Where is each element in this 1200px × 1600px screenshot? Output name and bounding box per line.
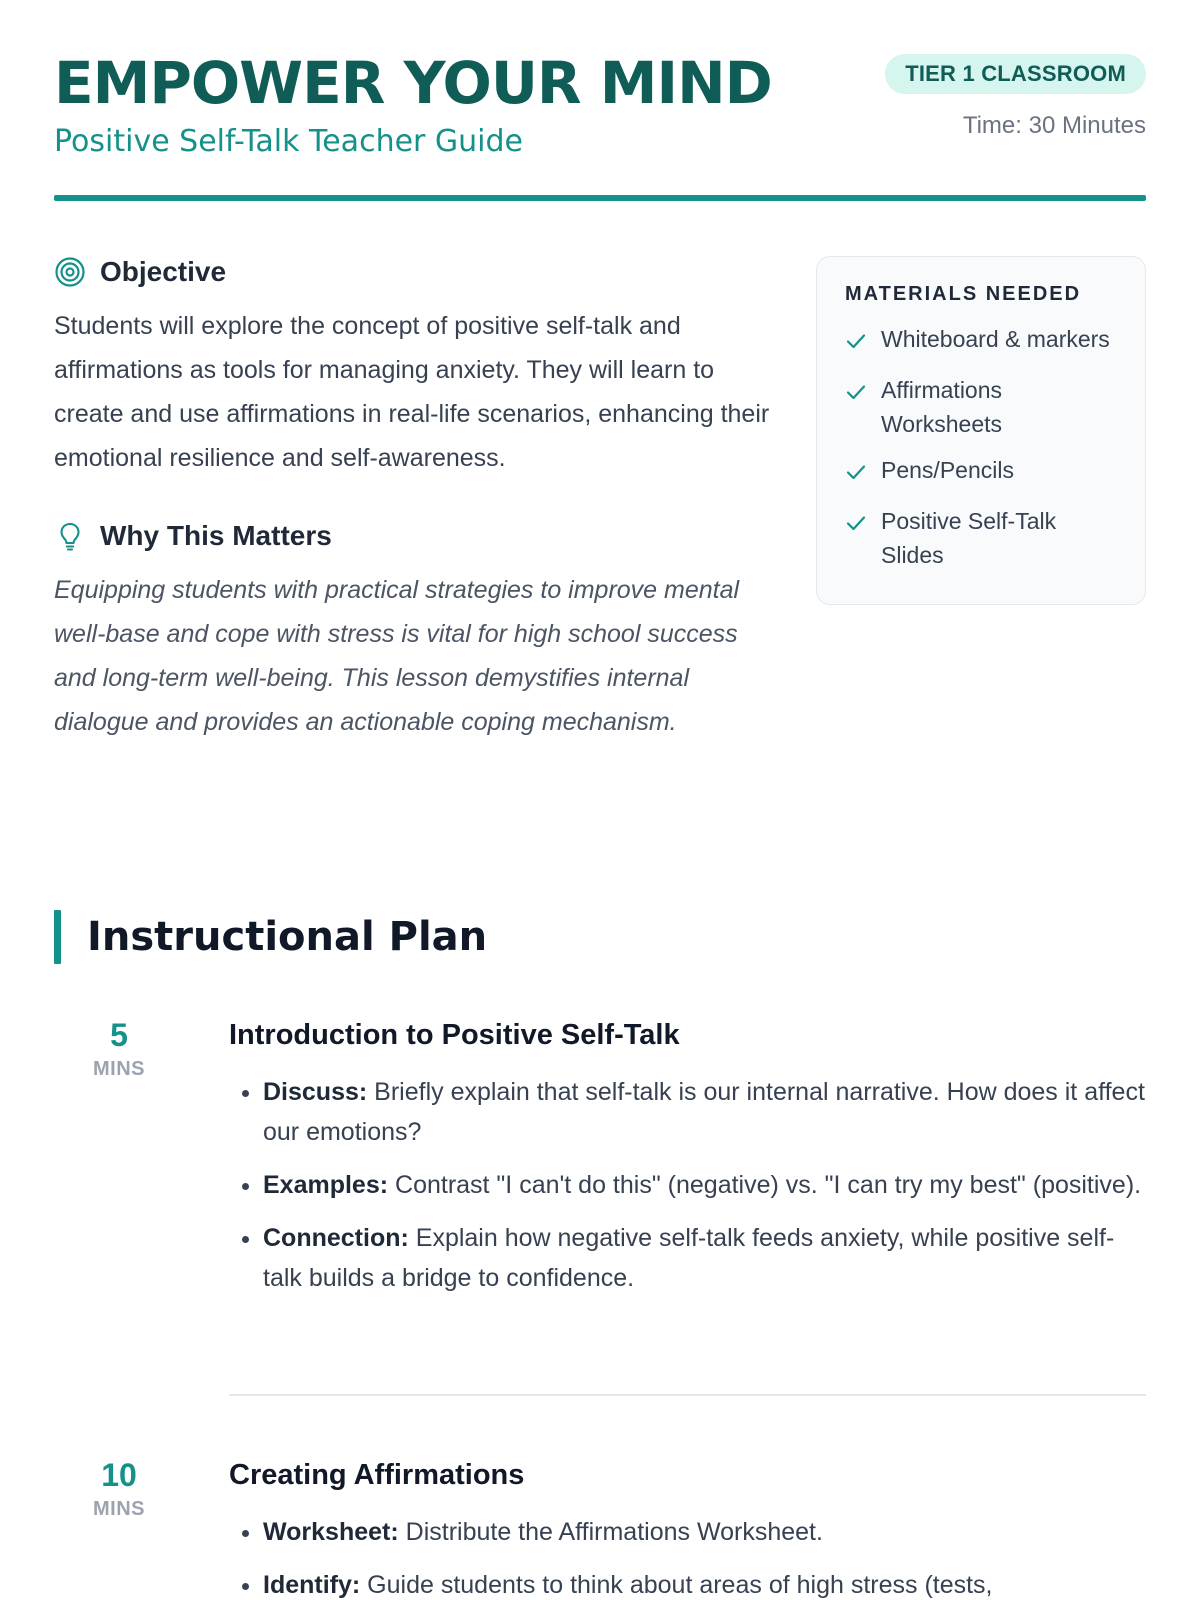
step-bullet [263, 1072, 1146, 1152]
overview-section [54, 256, 1146, 856]
bullet-label: Examples: [263, 1171, 389, 1199]
header [54, 0, 1146, 200]
page-title: EMPOWER YOUR MIND [54, 49, 772, 117]
objective-title: Objective [100, 256, 227, 287]
check-icon [845, 458, 867, 492]
check-icon [845, 378, 867, 412]
section-accent-bar [54, 910, 61, 964]
materials-item-label: Positive Self-Talk Slides [881, 508, 1057, 568]
why-heading [54, 520, 774, 552]
materials-item-label: Whiteboard & markers [881, 326, 1110, 352]
step-bullets [229, 1512, 1146, 1600]
tier-badge: TIER 1 CLASSROOM [885, 54, 1146, 94]
check-icon [845, 327, 867, 361]
bullet-label: Discuss: [263, 1078, 368, 1106]
page-subtitle: Positive Self-Talk Teacher Guide [54, 124, 523, 159]
materials-title: MATERIALS NEEDED [845, 283, 1082, 305]
step-duration [54, 1456, 184, 1521]
objective-text: Students will explore the concept of positive self-talk and affirmations as tools for managing anxiety. They will learn to create and use affirmations in real-life scenarios, enhancing their emotional resilience and self-awareness. [54, 312, 770, 472]
target-icon [54, 256, 86, 288]
materials-item-label: Pens/Pencils [881, 457, 1014, 483]
materials-item [845, 373, 1119, 441]
bullet-text: Guide students to think about areas of high stress (tests, [360, 1571, 993, 1599]
instructional-plan-heading [54, 910, 487, 964]
step-minutes: 10 [101, 1457, 137, 1493]
step-content [229, 1456, 1146, 1600]
why-text: Equipping students with practical strategies to improve mental well-base and cope with stress is vital for high school success and long-term well-being. This lesson demystifies internal dialogue and provides an actionable coping mechanism. [54, 576, 740, 736]
step-minutes: 5 [110, 1017, 128, 1053]
step-bullet [263, 1165, 1146, 1205]
time-label: Time: 30 Minutes [962, 112, 1146, 139]
why-section [54, 520, 774, 744]
bullet-label: Connection: [263, 1224, 409, 1252]
step-bullet [263, 1565, 1146, 1600]
materials-list [845, 322, 1119, 572]
step-bullets [229, 1072, 1146, 1298]
step-bullet [263, 1218, 1146, 1298]
why-title: Why This Matters [100, 520, 332, 551]
bullet-text: Distribute the Affirmations Worksheet. [398, 1518, 823, 1546]
check-icon [845, 509, 867, 543]
step-bullet [263, 1512, 1146, 1552]
materials-item-label: Affirmations Worksheets [881, 377, 1003, 437]
step-minutes-unit: MINS [93, 1058, 145, 1080]
overview-left-column [54, 256, 774, 744]
materials-item [845, 453, 1119, 492]
objective-heading [54, 256, 774, 288]
step-duration [54, 1016, 184, 1081]
step-divider [229, 1394, 1146, 1396]
step-minutes-unit: MINS [93, 1498, 145, 1520]
bullet-text: Explain how negative self-talk feeds anxiety, while positive self-talk builds a bridge to confidence. [263, 1224, 1115, 1292]
step-title: Creating Affirmations [229, 1459, 525, 1491]
header-divider [54, 195, 1146, 201]
materials-item [845, 322, 1119, 361]
bullet-text: Contrast "I can't do this" (negative) vs. "I can try my best" (positive). [388, 1171, 1142, 1199]
bullet-label: Identify: [263, 1571, 361, 1599]
step-content [229, 1016, 1146, 1311]
bullet-text: Briefly explain that self-talk is our internal narrative. How does it affect our emotions? [263, 1078, 1145, 1146]
lightbulb-icon [54, 520, 86, 552]
materials-panel [816, 256, 1146, 605]
instructional-plan-title: Instructional Plan [87, 914, 488, 960]
bullet-label: Worksheet: [263, 1518, 399, 1546]
step-title: Introduction to Positive Self-Talk [229, 1019, 680, 1051]
materials-item [845, 504, 1119, 572]
